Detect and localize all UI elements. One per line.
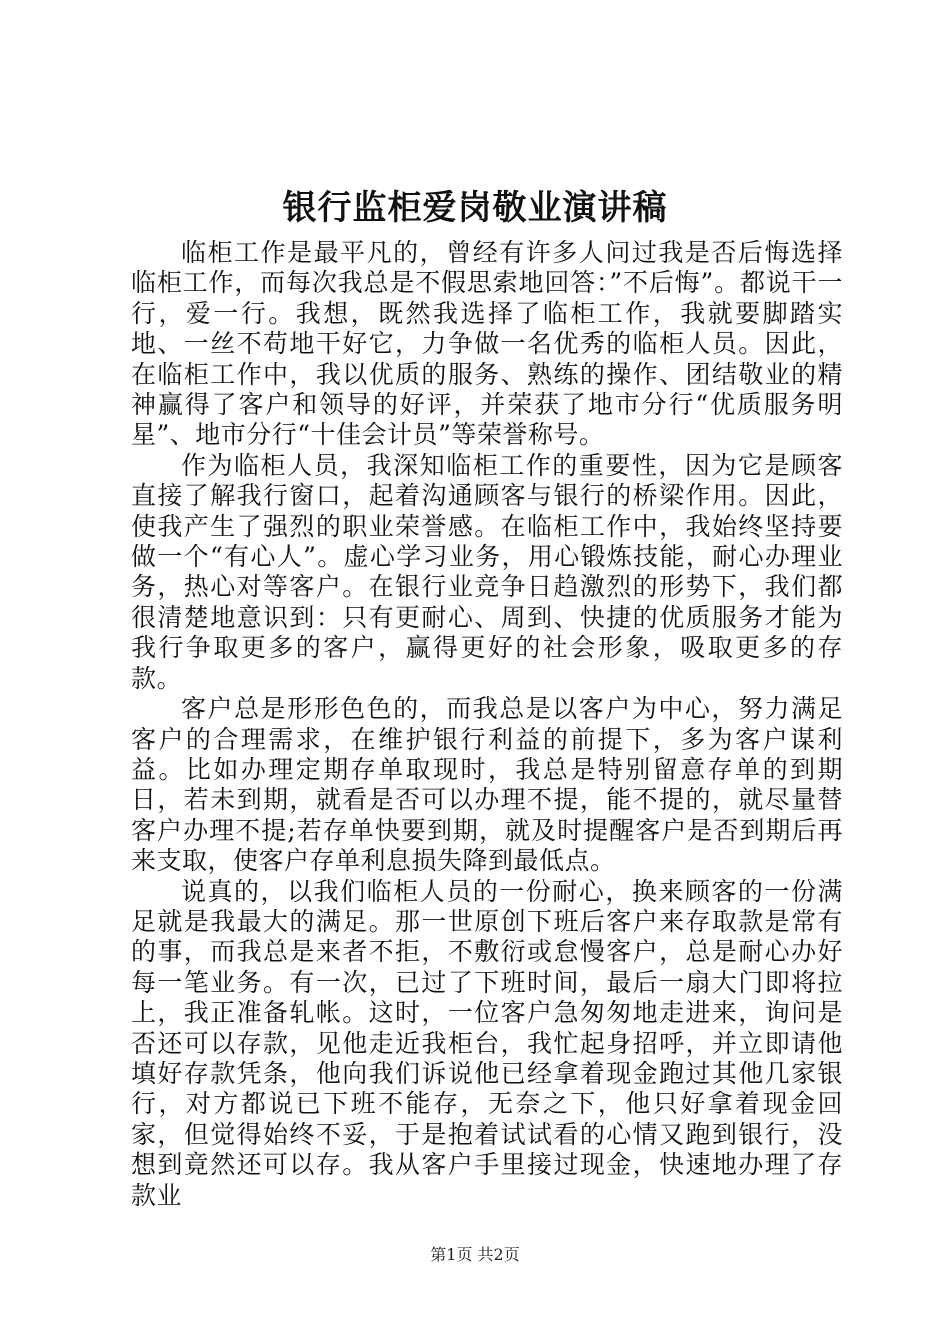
paragraph: 说真的，以我们临柜人员的一份耐心，换来顾客的一份满足就是我最大的满足。那一世原创下班后客户来存取款是常有的事，而我总是来者不拒，不敷衍或怠慢客户，总是耐心办好每一笔业务。有一次，已过了下班时间，最后一扇大门即将拉上，我正准备轧帐。这时，一位客户急匆匆地走进来，询问是否还可以存款，见他走近我柜台，我忙起身招呼，并立即请他填好存款凭条，他向我们诉说他已经拿着现金跑过其他几家银行，对方都说已下班不能存，无奈之下，他只好拿着现金回家，但觉得始终不妥，于是抱着试试看的心情又跑到银行，没想到竟然还可以存。我从客户手里接过现金，快速地办理了存款业 [131,876,843,1210]
document-title: 银行监柜爱岗敬业演讲稿 [282,188,668,228]
paragraph: 作为临柜人员，我深知临柜工作的重要性，因为它是顾客直接了解我行窗口，起着沟通顾客与银行的桥梁作用。因此，使我产生了强烈的职业荣誉感。在临柜工作中，我始终坚持要做一个“有心人”。虚心学习业务，用心锻炼技能，耐心办理业务，热心对等客户。在银行业竞争日趋激烈的形势下，我们都很清楚地意识到：只有更耐心、周到、快捷的优质服务才能为我行争取更多的客户，赢得更好的社会形象，吸取更多的存款。 [131,450,843,693]
paragraph: 临柜工作是最平凡的，曾经有许多人问过我是否后悔选择临柜工作，而每次我总是不假思索地回答：”不后悔”。都说干一行，爱一行。我想，既然我选择了临柜工作，我就要脚踏实地、一丝不苟地干好它，力争做一名优秀的临柜人员。因此，在临柜工作中，我以优质的服务、熟练的操作、团结敬业的精神赢得了客户和领导的好评，并荣获了地市分行“优质服务明星”、地市分行“十佳会计员”等荣誉称号。 [131,238,843,450]
document-body [131,238,843,1211]
page-number-footer: 第1页 共2页 [430,1245,520,1264]
paragraph: 客户总是形形色色的，而我总是以客户为中心，努力满足客户的合理需求，在维护银行利益的前提下，多为客户谋利益。比如办理定期存单取现时，我总是特别留意存单的到期日，若未到期，就看是否可以办理不提，能不提的，就尽量替客户办理不提;若存单快要到期，就及时提醒客户是否到期后再来支取，使客户存单利息损失降到最低点。 [131,694,843,876]
